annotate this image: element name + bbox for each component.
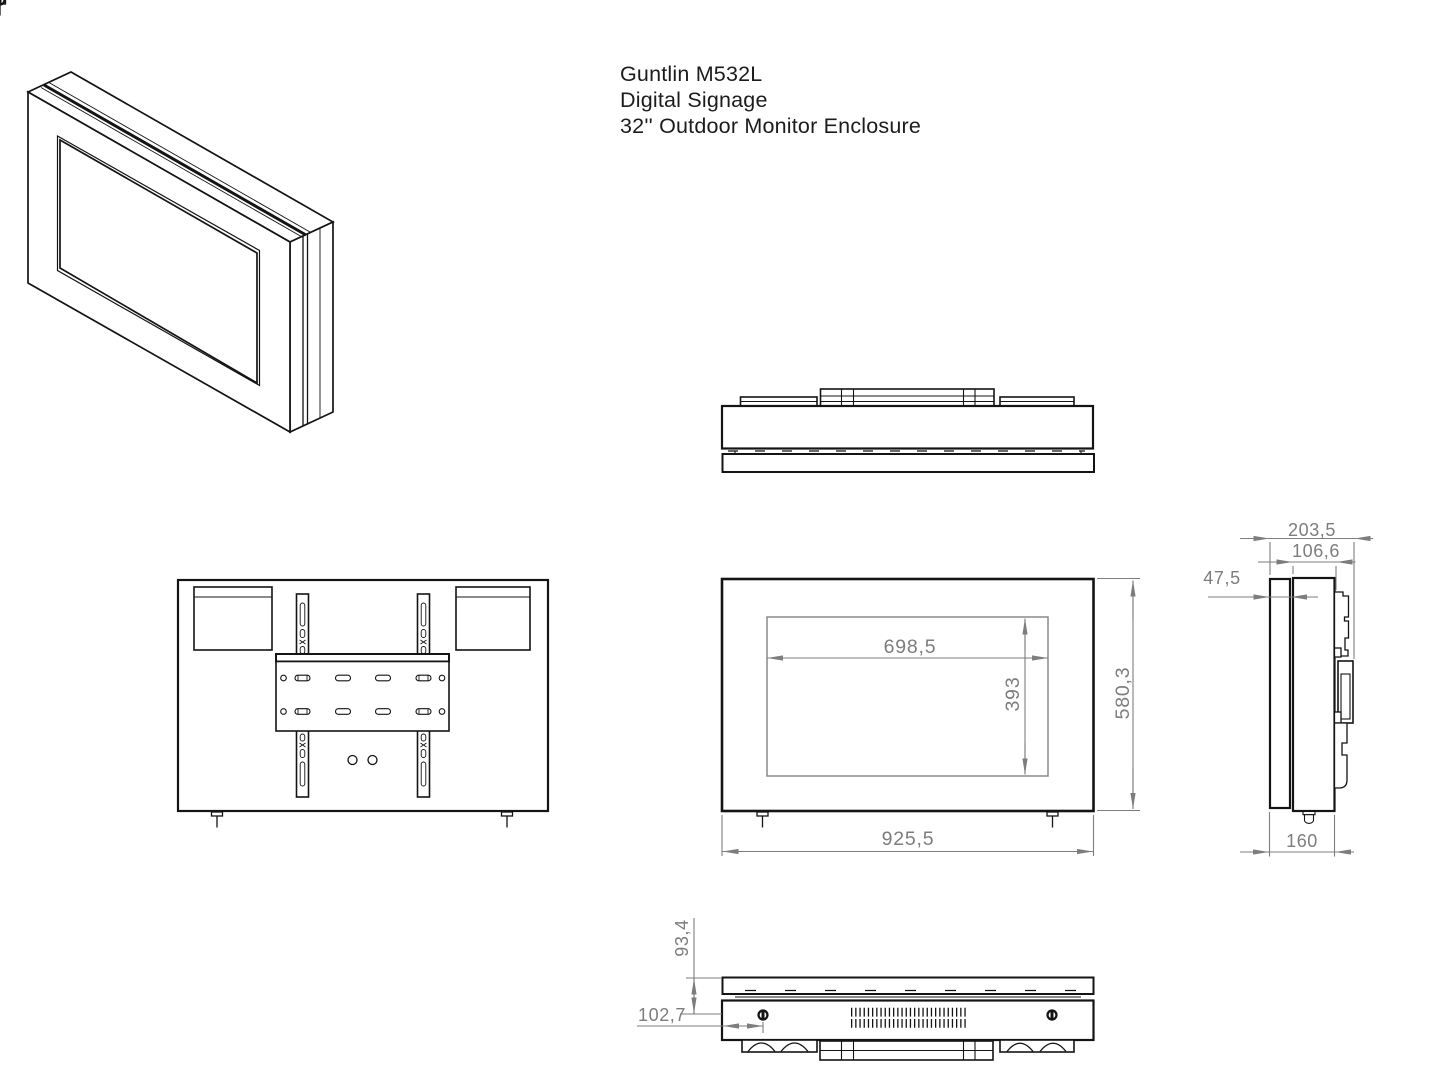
back-cable-hole	[368, 756, 377, 765]
dim-lock-vertical-offset-label: 93,4	[672, 919, 692, 957]
dim-enclosure-width	[722, 815, 1094, 856]
bottom-right-speaker-block	[1000, 1040, 1074, 1052]
side-screw-body	[1305, 815, 1314, 824]
plate-top-band	[276, 654, 449, 662]
front-view	[722, 579, 1140, 857]
dim-total-depth-label: 203,5	[1287, 520, 1337, 540]
side-view	[1203, 520, 1373, 857]
dim-enclosure-width-label: 925,5	[881, 828, 935, 850]
dim-screen-width-label: 698,5	[883, 636, 937, 658]
front-pin-left	[757, 812, 768, 828]
product-category: Digital Signage	[620, 88, 768, 112]
front-pin-right	[1047, 812, 1058, 828]
back-view	[178, 580, 548, 811]
dim-frame-depth-label: 47,5	[1203, 568, 1241, 588]
dim-screen-height	[1002, 619, 1025, 775]
cam-lock	[0, 0, 6, 6]
side-body	[1293, 578, 1335, 811]
isometric-view	[28, 72, 333, 432]
bracket-clip	[1335, 648, 1342, 657]
top-body-outline	[722, 406, 1093, 449]
bracket-clip	[1335, 712, 1342, 723]
dim-lock-horizontal-offset-label: 102,7	[637, 1005, 687, 1025]
iso-side-face	[290, 222, 333, 432]
cam-lock-left	[757, 1009, 768, 1020]
top-bracket-block	[821, 389, 995, 406]
bottom-front-frame	[723, 978, 1094, 995]
dim-enclosure-height-label: 580,3	[1112, 666, 1134, 720]
bottom-body-outline	[722, 1001, 1094, 1041]
cam-lock-right	[1046, 1009, 1057, 1020]
dim-mount-depth-label: 160	[1286, 831, 1318, 851]
top-front-frame-outline	[723, 454, 1095, 472]
bracket-bottom-hook	[1335, 723, 1348, 788]
dim-body-depth-label: 106,6	[1291, 541, 1341, 561]
dim-enclosure-height	[1097, 579, 1140, 811]
dim-lock-vertical-offset	[672, 918, 722, 1014]
product-name: Guntlin M532L	[620, 62, 763, 86]
bracket-top-hook	[1335, 592, 1349, 656]
dim-mount-depth	[1240, 812, 1354, 857]
top-view	[722, 389, 1094, 472]
back-pin-left	[212, 812, 223, 828]
title-block	[620, 62, 921, 138]
dim-screen-width	[767, 636, 1048, 658]
back-pin-right	[502, 812, 513, 828]
product-description: 32'' Outdoor Monitor Enclosure	[620, 114, 922, 138]
back-cable-hole	[348, 756, 357, 765]
side-front-frame	[1270, 579, 1290, 808]
mounting-plate	[276, 662, 449, 732]
dim-screen-height-label: 393	[1002, 676, 1024, 712]
